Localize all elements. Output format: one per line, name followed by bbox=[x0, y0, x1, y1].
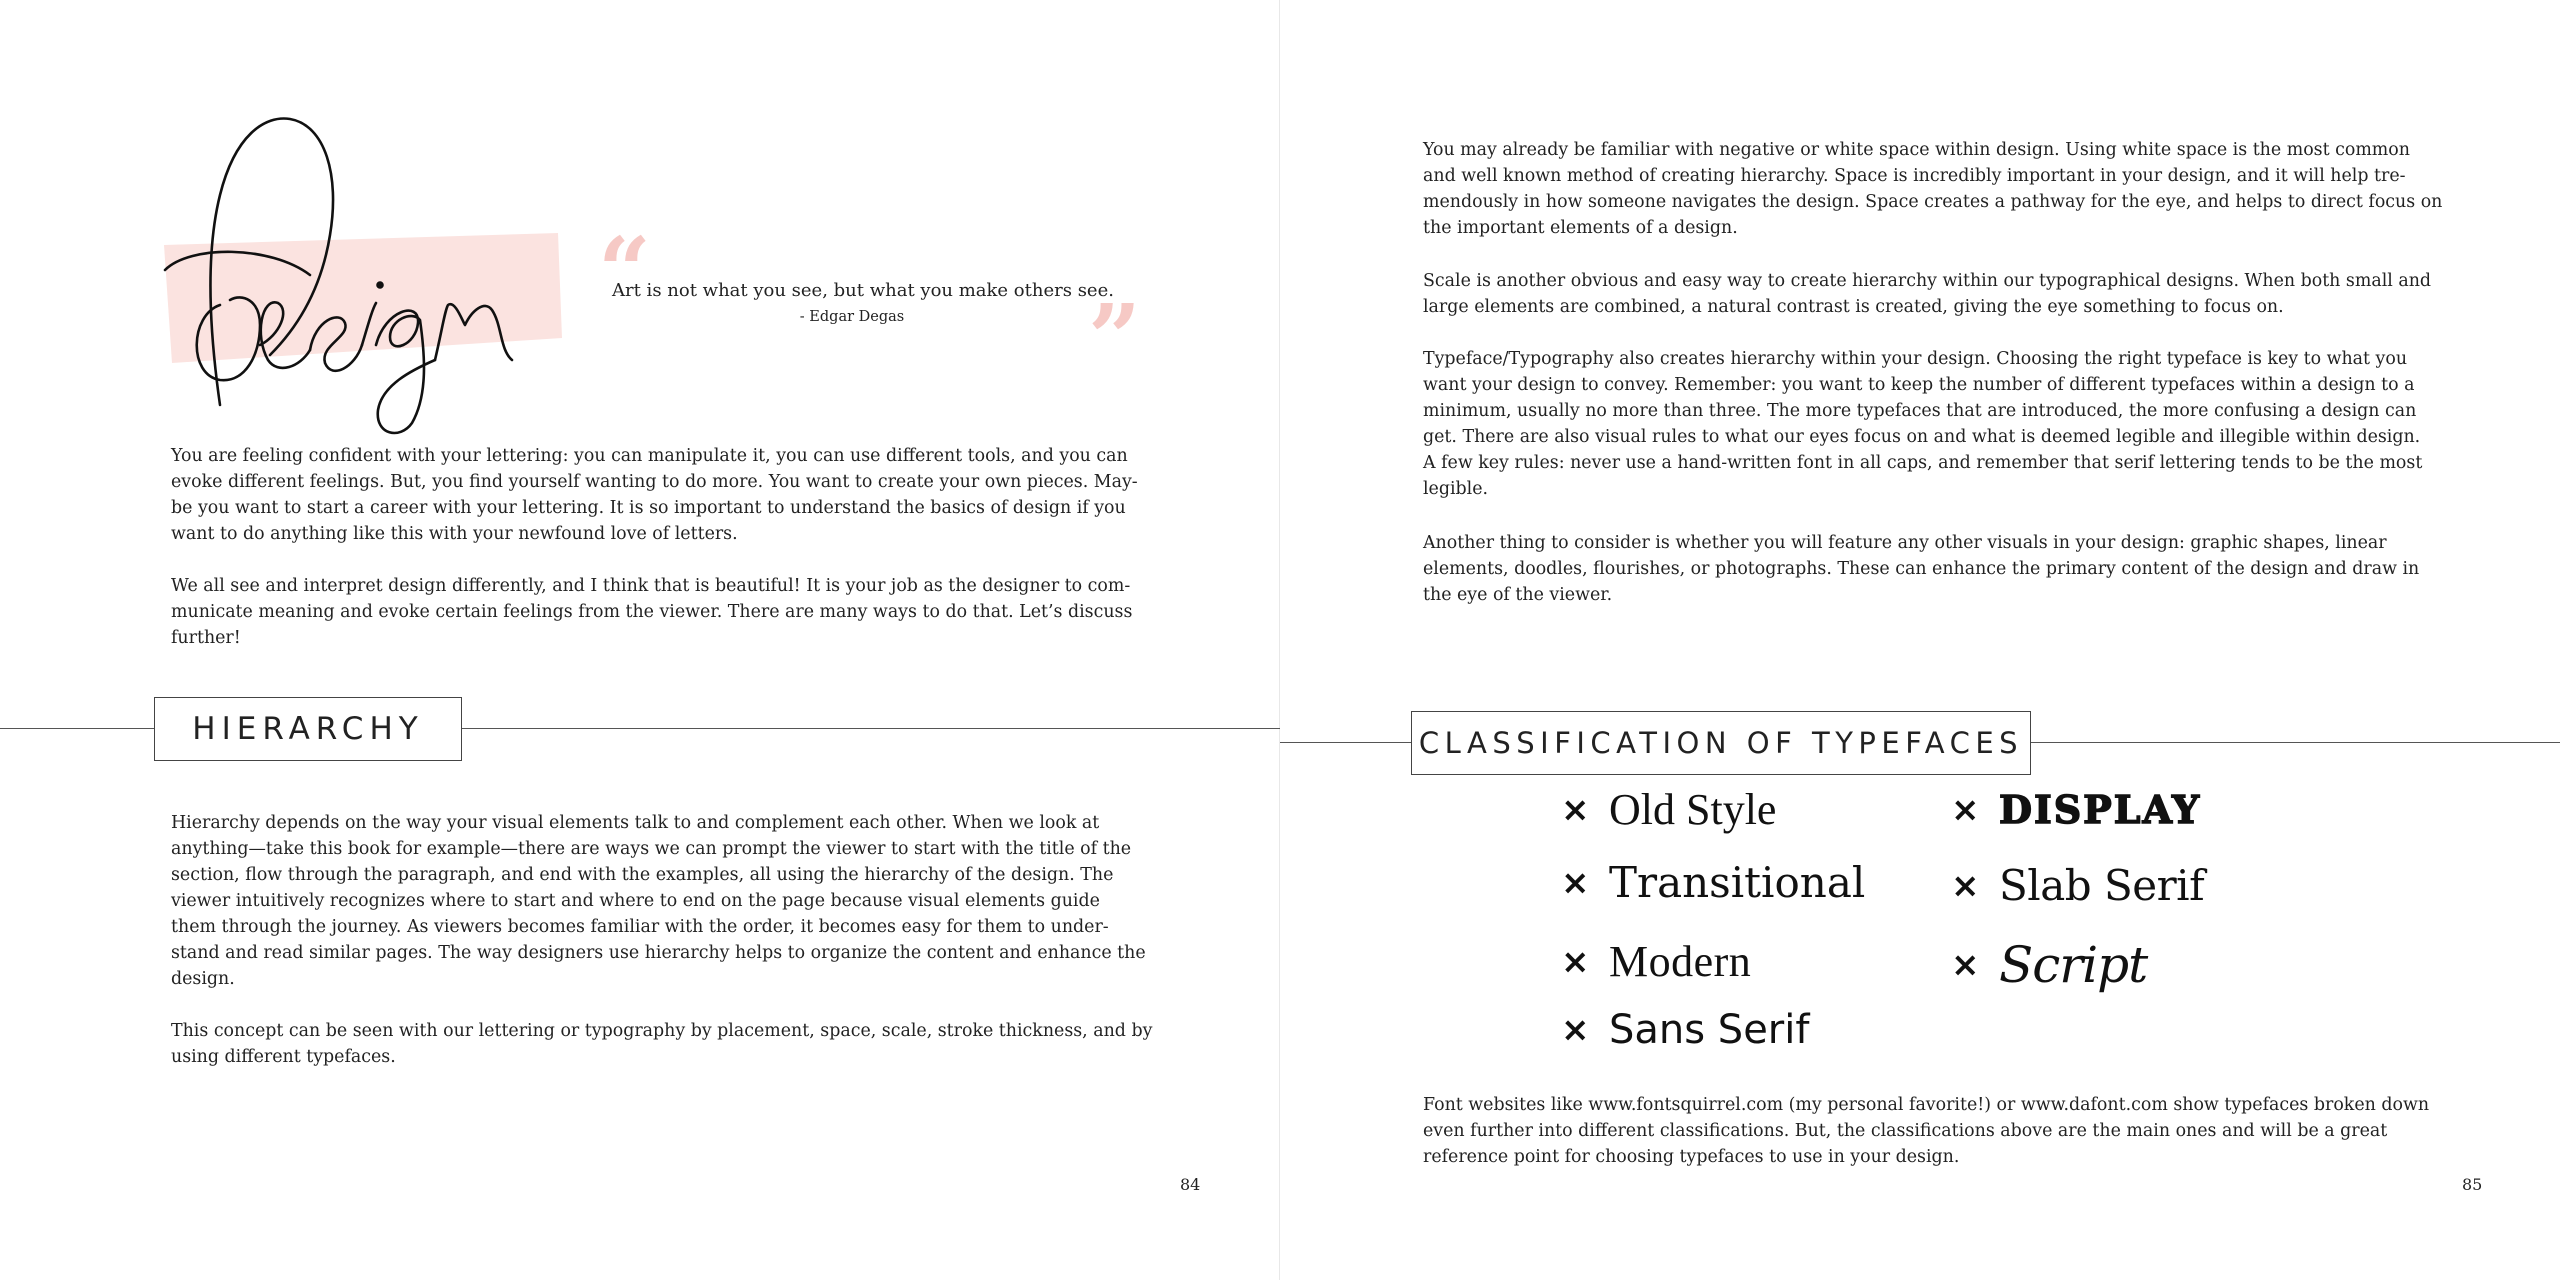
font-websites-paragraph: Font websites like www.fontsquirrel.com (my personal favorite!) or www.dafont.com show typefaces broken down even further into different classifications. But, the classifications above are the main ones and will be a great reference point for choosing typefaces to use in your design. bbox=[1423, 1095, 2430, 1167]
typeface-slab-serif bbox=[1951, 861, 2205, 910]
typeface-modern bbox=[1561, 937, 1752, 986]
typeface-label: Sans Serif bbox=[1609, 1007, 1810, 1053]
typeface-label: Script bbox=[1999, 936, 2148, 994]
x-bullet-icon: × bbox=[1951, 866, 1980, 906]
hierarchy-heading: HIERARCHY bbox=[154, 697, 462, 761]
typeface-transitional bbox=[1561, 858, 1866, 907]
x-bullet-icon: × bbox=[1561, 942, 1590, 982]
typeface-label: DISPLAY bbox=[1999, 787, 2202, 832]
page-number: 84 bbox=[1180, 1175, 1201, 1194]
quote-author: - Edgar Degas bbox=[799, 309, 905, 325]
x-bullet-icon: × bbox=[1951, 790, 1980, 830]
typeface-label: Modern bbox=[1609, 937, 1752, 986]
x-bullet-icon: × bbox=[1561, 790, 1590, 830]
intro-paragraph-1: You are feeling confident with your lettering: you can manipulate it, you can use different tools, and you can evoke different feelings. But, you find yourself wanting to do more. You want to create your own pieces. May- be you want to start a career with your lettering. It is so important to understand the basics of design if you want to do anything like this with your newfound love of letters. bbox=[171, 446, 1138, 544]
typeface-old-style bbox=[1561, 785, 1777, 834]
typeface-display bbox=[1951, 787, 2202, 832]
quote-text: Art is not what you see, but what you make others see. bbox=[612, 280, 1114, 301]
x-bullet-icon: × bbox=[1561, 863, 1590, 903]
x-bullet-icon: × bbox=[1951, 945, 1980, 985]
close-quote-icon: ” bbox=[1088, 284, 1141, 392]
page-number: 85 bbox=[2462, 1175, 2483, 1194]
classification-heading: CLASSIFICATION OF TYPEFACES bbox=[1411, 711, 2031, 775]
design-lettering-art bbox=[150, 105, 570, 435]
typeface-label: Slab Serif bbox=[1999, 861, 2205, 910]
typeface-script bbox=[1951, 936, 2148, 994]
hierarchy-paragraph-2: This concept can be seen with our lettering or typography by placement, space, scale, stroke thickness, and by using different typefaces. bbox=[171, 1021, 1153, 1067]
scale-paragraph: Scale is another obvious and easy way to create hierarchy within our typographical designs. When both small and large elements are combined, a natural contrast is created, giving the eye something to focus on. bbox=[1423, 271, 2432, 317]
intro-paragraph-2: We all see and interpret design differently, and I think that is beautiful! It is your job as the designer to com- municate meaning and evoke certain feelings from the viewer. There are many ways to do that. Let’s discuss further! bbox=[171, 576, 1133, 648]
typeface-label: Old Style bbox=[1609, 785, 1777, 834]
right-page bbox=[1280, 0, 2560, 1280]
visuals-paragraph: Another thing to consider is whether you will feature any other visuals in your design: graphic shapes, linear elements, doodles, flourishes, or photographs. These can enhance the primary content of the design and draw in the eye of the viewer. bbox=[1423, 533, 2420, 605]
typeface-sans-serif bbox=[1561, 1007, 1810, 1053]
typeface-label: Transitional bbox=[1609, 858, 1866, 907]
x-bullet-icon: × bbox=[1561, 1010, 1590, 1050]
typeface-paragraph: Typeface/Typography also creates hierarchy within your design. Choosing the right typeface is key to what you want your design to convey. Remember: you want to keep the number of different typefaces within a design to a minimum, usually no more than three. The more typefaces that are introduced, the more confusing a design can get. There are also visual rules to what our eyes focus on and what is deemed legible and illegible within design. A few key rules: never use a hand-written font in all caps, and remember that serif lettering tends to be the most legible. bbox=[1423, 349, 2423, 499]
hierarchy-paragraph-1: Hierarchy depends on the way your visual elements talk to and complement each other. When we look at anything—take this book for example—there are ways we can prompt the viewer to start with the title of the section, flow through the paragraph, and end with the examples, all using the hierarchy of the design. The viewer intuitively recognizes where to start and where to end on the page because visual elements guide them through the journey. As viewers becomes familiar with the order, it becomes easy for them to under- stand and read similar pages. The way designers use hierarchy helps to organize the content and enhance the design. bbox=[171, 813, 1146, 989]
open-quote-icon: “ bbox=[598, 217, 651, 325]
white-space-paragraph: You may already be familiar with negative or white space within design. Using white space is the most common and well known method of creating hierarchy. Space is incredibly important in your design, and it will help tre- mendously in how someone navigates the design. Space creates a pathway for the eye, and helps to direct focus on the important elements of a design. bbox=[1423, 140, 2443, 238]
